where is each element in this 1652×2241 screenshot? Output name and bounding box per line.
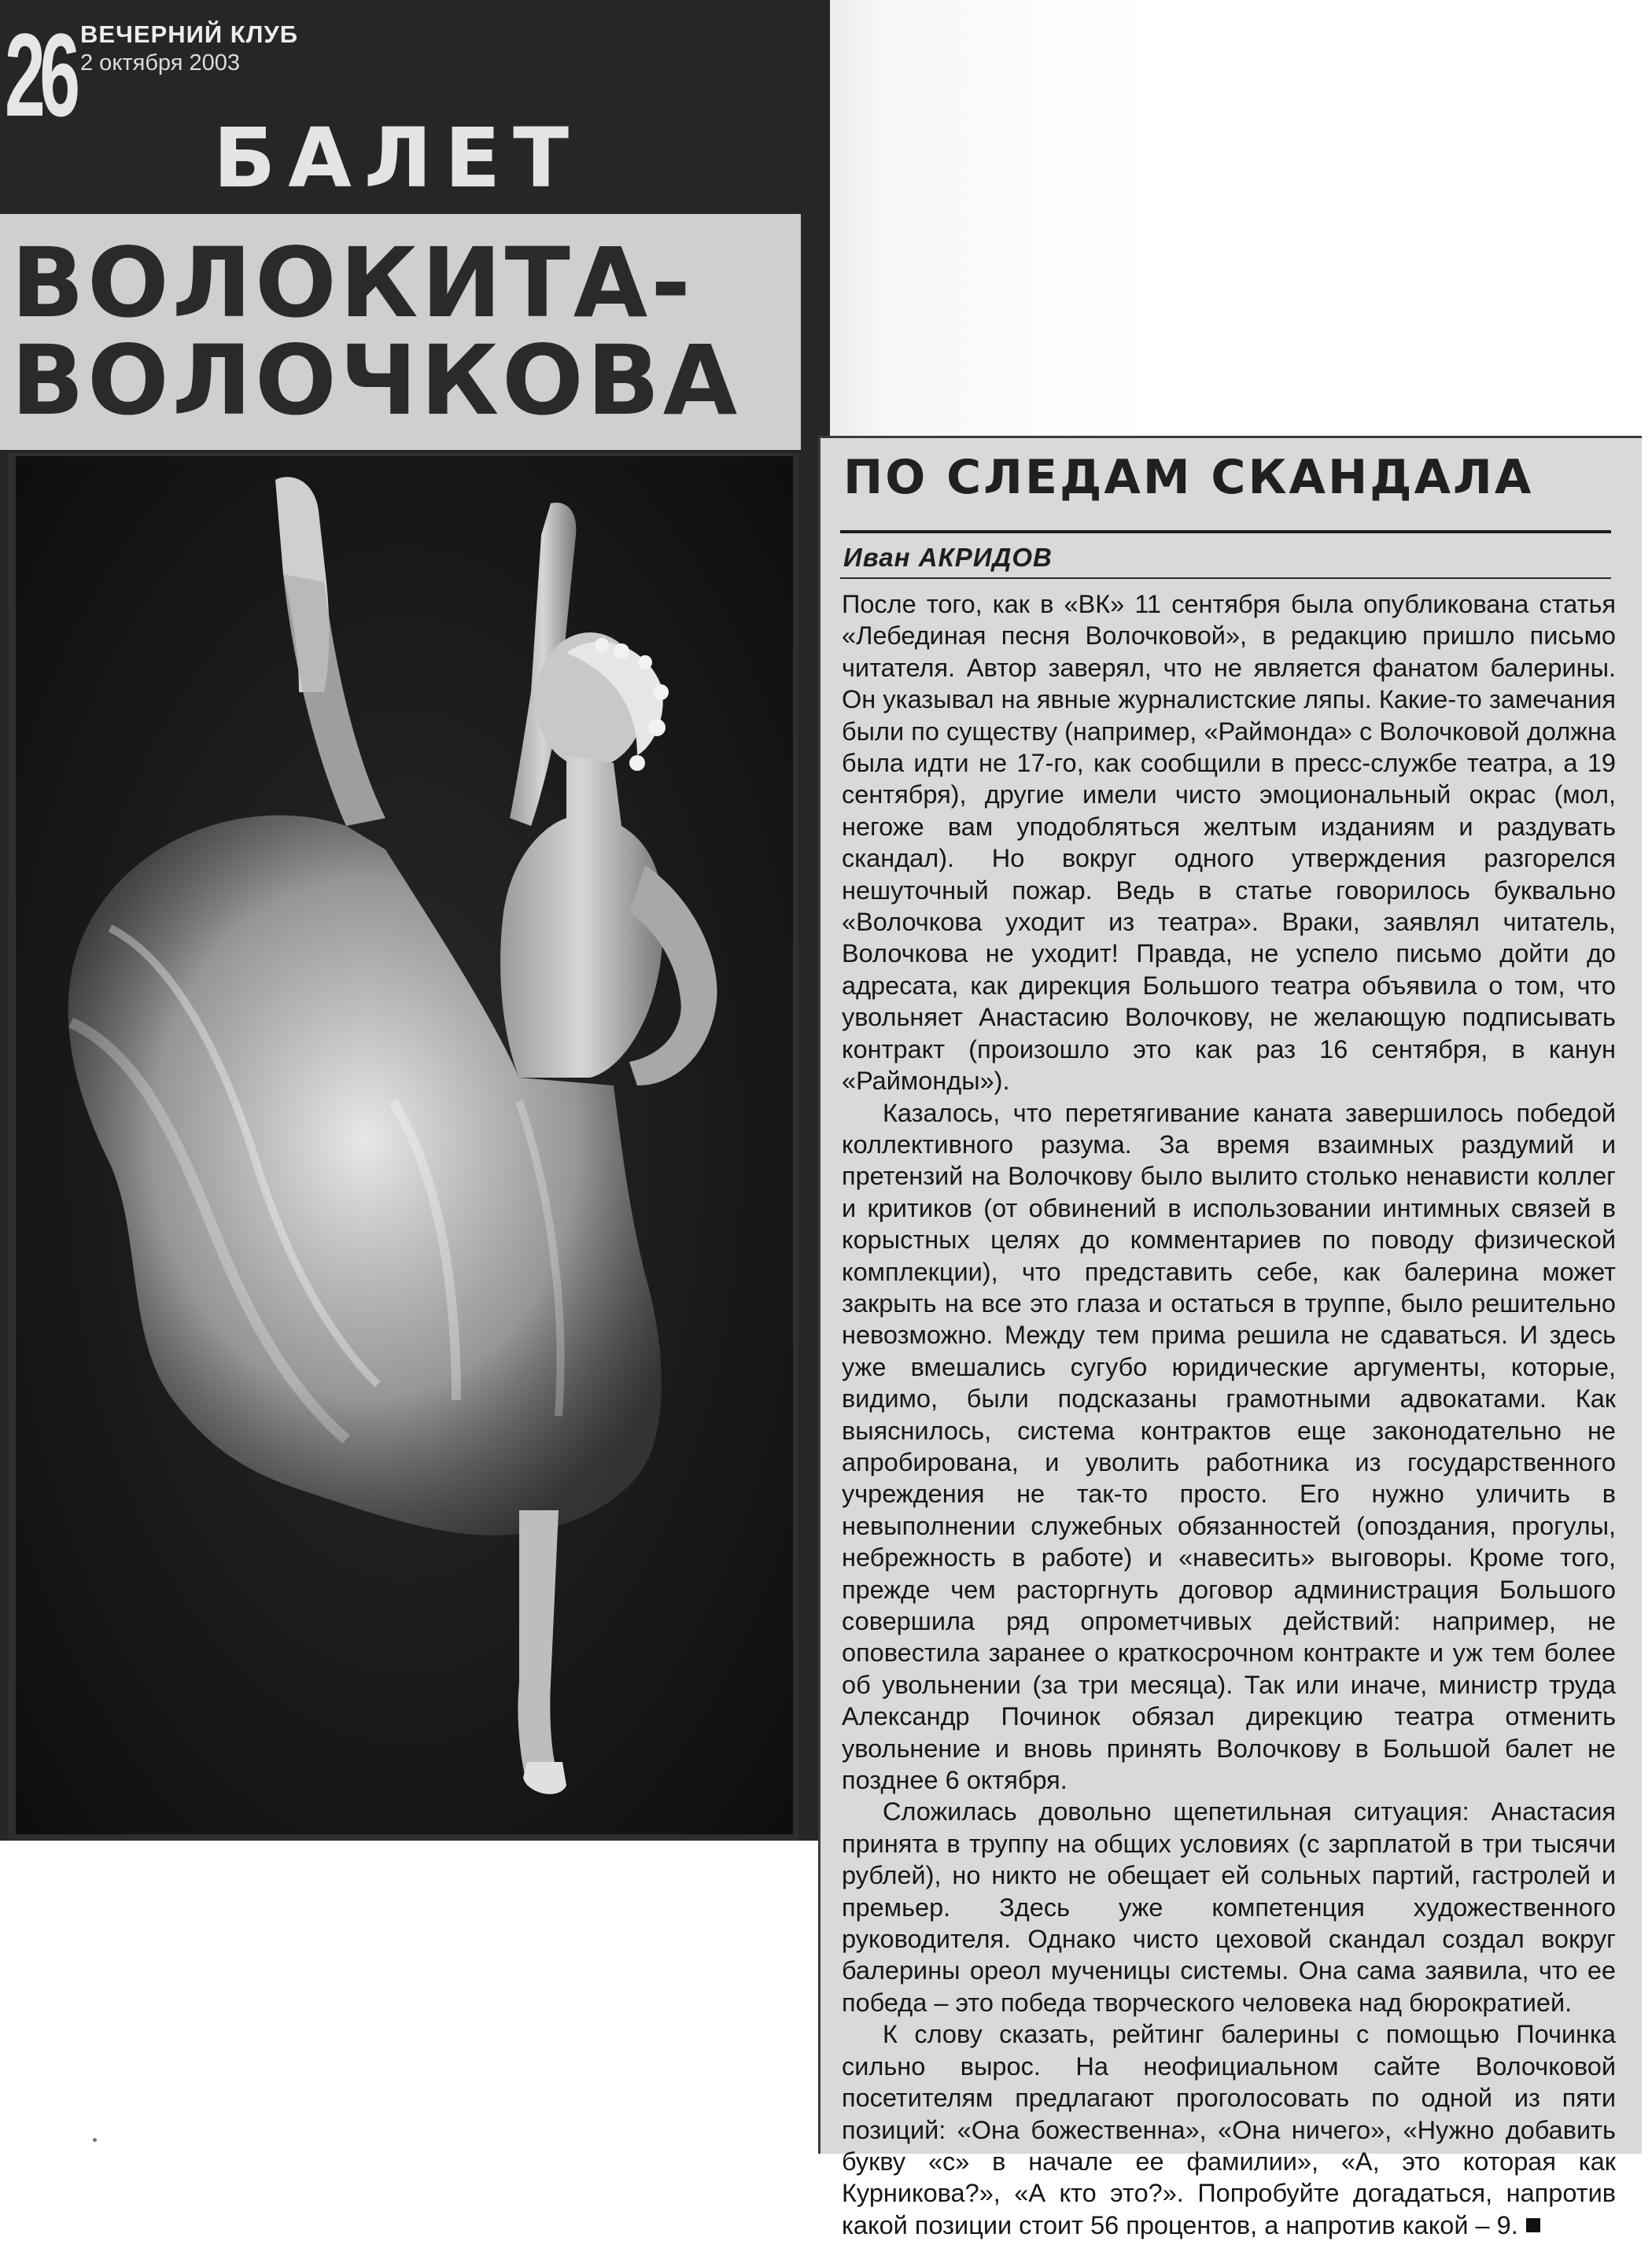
- rubric-heading: БАЛЕТ: [212, 110, 582, 206]
- publication-date: 2 октября 2003: [80, 50, 240, 76]
- article-body: [842, 588, 1616, 2241]
- paragraph-4: [842, 2018, 1616, 2241]
- page-number: 26: [5, 9, 75, 141]
- headline-line-1: ВОЛОКИТА-: [11, 227, 694, 339]
- headline: [11, 227, 798, 437]
- headline-line-2: ВОЛОЧКОВА: [11, 325, 741, 437]
- byline-rule: [840, 577, 1611, 579]
- publication-name: ВЕЧЕРНИЙ КЛУБ: [80, 20, 298, 48]
- paragraph-1: После того, как в «ВК» 11 сентября была опубликована статья «Лебединая песня Волочковой», в редакцию пришло письмо читателя. Автор заверял, что не является фанатом балерины. Он указывал на явные журналистские ляпы. Какие-то замечания были по существу (например, «Раймонда» с Волочковой должна была идти не 17-го, как сообщили в пресс-службе театра, а 19 сентября), другие имели чисто эмоциональный окрас (мол, негоже вам уподобляться желтым изданиям и раздувать скандал). Но вокруг одного утверждения разгорелся нешуточный пожар. Ведь в статье говорилось буквально «Волочкова уходит из театра». Враки, заявлял читатель, Волочкова не уходит! Правда, не успело письмо дойти до адресата, как дирекция Большого театра объявила о том, что увольняет Анастасию Волочкову, не желающую подписывать контракт (произошло это как раз 16 сентября, в канун «Раймонды»).: [842, 590, 1616, 1096]
- title-rule: [840, 530, 1611, 533]
- end-mark-icon: [1526, 2218, 1540, 2232]
- paragraph-4-text: К слову сказать, рейтинг балерины с помощью Починка сильно вырос. На неофициальном сайте Волочковой посетителям предлагают проголосовать по одной из пяти позиций: «Она божественна», «Она ничего», «Нужно добавить букву «с» в начале ее фамилии», «А, это которая как Курникова?», «А кто это?». Попробуйте догадаться, напротив какой позиции стоит 56 процентов, а напротив какой – 9.: [842, 2020, 1616, 2239]
- section-title: ПО СЛЕДАМ СКАНДАЛА: [843, 450, 1534, 505]
- scan-speck: [93, 2138, 97, 2142]
- ballerina-photo: [16, 456, 793, 1834]
- paragraph-2: Казалось, что перетягивание каната завершилось победой коллективного разума. За время взаимных раздумий и претензий на Волочкову было вылито столько ненависти коллег и критиков (от обвинений в использовании интимных связей в корыстных целях до комментариев по поводу физической комплекции), что представить себе, как балерина может закрыть на все это глаза и остаться в труппе, было решительно невозможно. Между тем прима решила не сдаваться. И здесь уже вмешались сугубо юридические аргументы, которые, видимо, были подсказаны грамотными адвокатами. Как выяснилось, система контрактов еще законодательно не апробирована, и уволить работника из государственного учреждения не так-то просто. Его нужно уличить в невыполнении служебных обязанностей (опоздания, прогулы, небрежность в работе) и «навесить» выговоры. Кроме того, прежде чем расторгнуть договор администрация Большого совершила ряд опрометчивых действий: например, не оповестила заранее о краткосрочном контракте и уж тем более об увольнении (за три месяца). Так или иначе, министр труда Александр Починок обязал дирекцию театра отменить увольнение и вновь принять Волочкову в Большой балет не позднее 6 октября.: [842, 1098, 1616, 1795]
- author-byline: Иван АКРИДОВ: [843, 543, 1053, 572]
- paragraph-3: Сложилась довольно щепетильная ситуация: Анастасия принята в труппу на общих условиях (с зарплатой в три тысячи рублей), но никто не обещает ей сольных партий, гастролей и премьер. Здесь уже компетенция художественного руководителя. Однако чисто цеховой скандал создал вокруг балерины ореол мученицы системы. Она сама заявила, что ее победа – это победа творческого человека над бюрократией.: [842, 1797, 1616, 2017]
